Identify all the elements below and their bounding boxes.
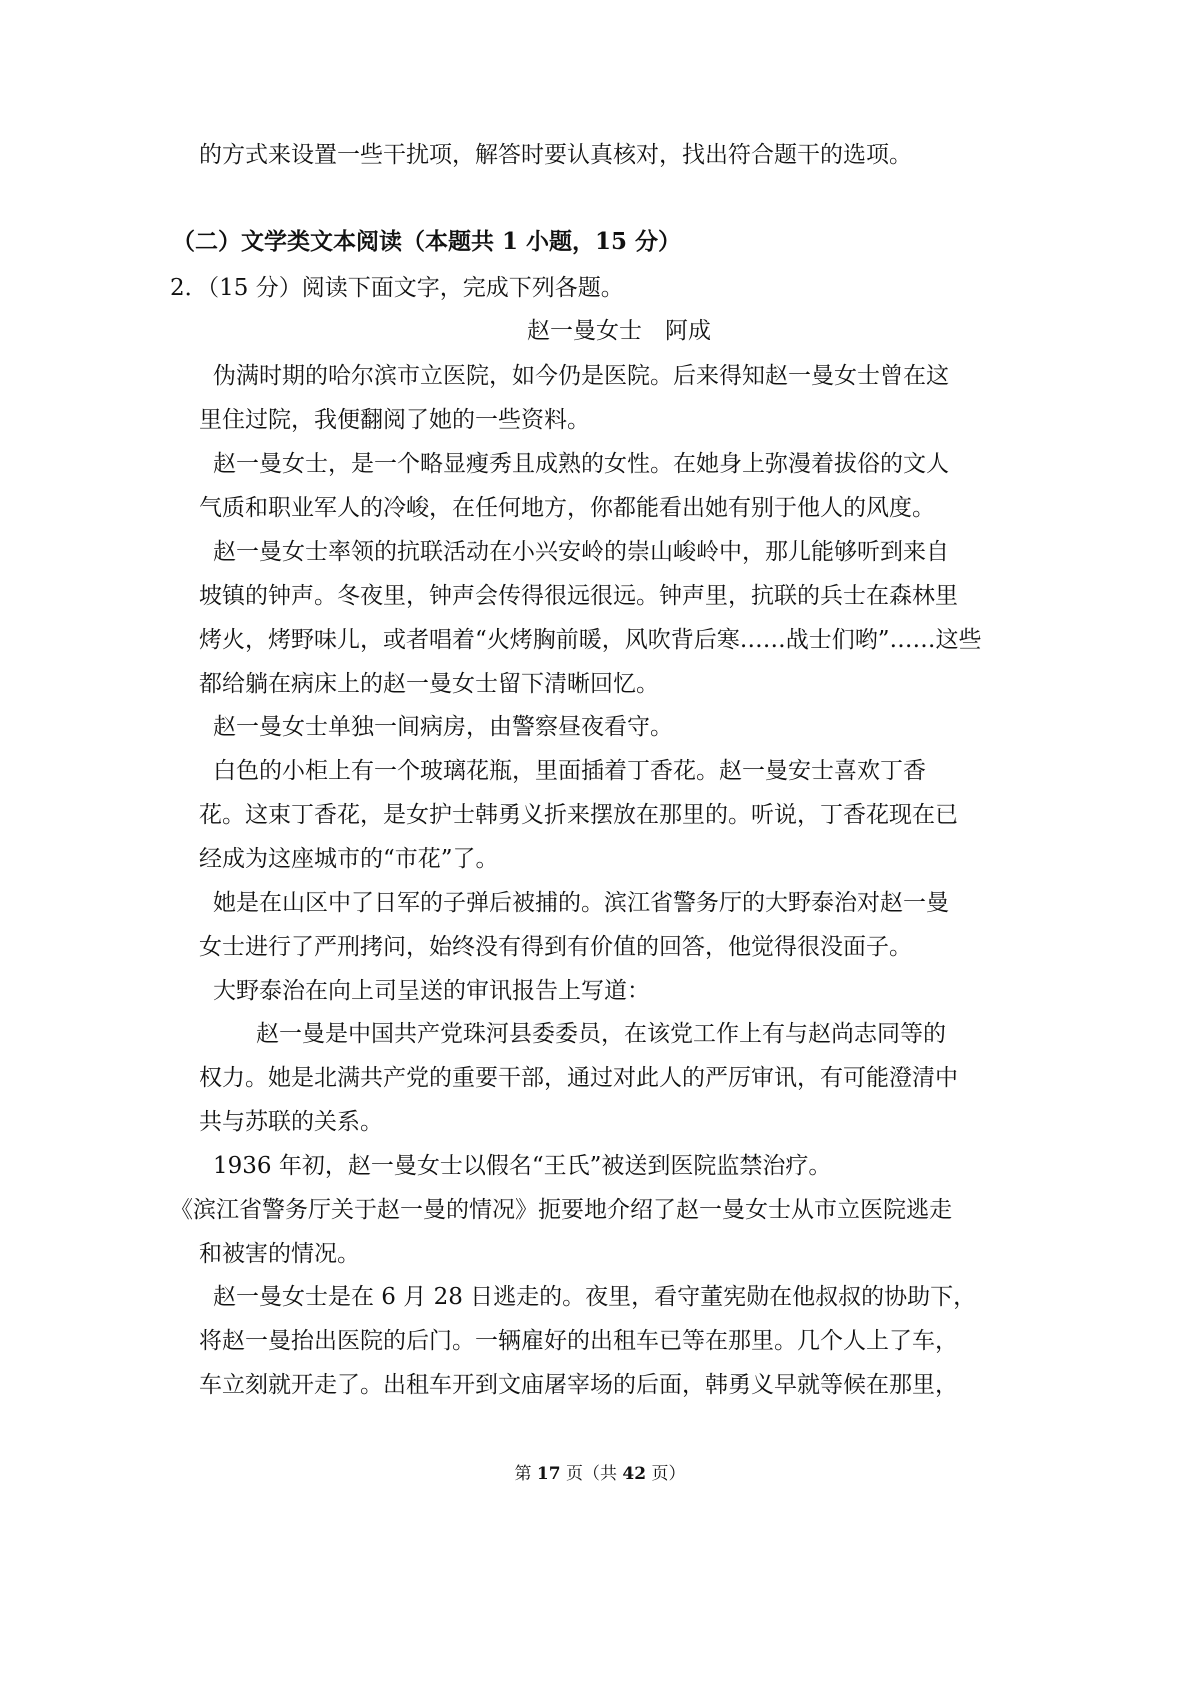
text-line: 赵一曼女士单独一间病房，由警察昼夜看守。 — [213, 714, 673, 740]
text-line: 的方式来设置一些干扰项，解答时要认真核对，找出符合题干的选项。 — [199, 142, 912, 168]
text-line: 气质和职业军人的冷峻，在任何地方，你都能看出她有别于他人的风度。 — [199, 495, 935, 521]
text-line: 赵一曼女士，是一个略显瘦秀且成熟的女性。在她身上弥漫着拔俗的文人 — [213, 451, 949, 477]
text-line: 经成为这座城市的“市花”了。 — [199, 846, 499, 872]
footer-total-pages: 42 — [622, 1464, 647, 1484]
text-line: 白色的小柜上有一个玻璃花瓶，里面插着丁香花。赵一曼安士喜欢丁香 — [213, 758, 926, 784]
footer-prefix: 第 — [514, 1464, 532, 1484]
text-line: 她是在山区中了日军的子弹后被捕的。滨江省警务厅的大野泰治对赵一曼 — [213, 890, 949, 916]
text-line: 都给躺在病床上的赵一曼女士留下清晰回忆。 — [199, 671, 659, 697]
text-line: 车立刻就开走了。出租车开到文庙屠宰场的后面，韩勇义早就等候在那里， — [199, 1372, 958, 1398]
text-line: 赵一曼女士率领的抗联活动在小兴安岭的崇山峻岭中，那儿能够听到来自 — [213, 539, 949, 565]
text-line: 花。这束丁香花，是女护士韩勇义折来摆放在那里的。听说，丁香花现在已 — [199, 802, 958, 828]
footer-middle: 页（共 — [566, 1464, 617, 1484]
text-line: 里住过院，我便翻阅了她的一些资料。 — [199, 407, 590, 433]
text-line: 大野泰治在向上司呈送的审讯报告上写道： — [213, 978, 650, 1004]
text-line: 1936 年初，赵一曼女士以假名“王氏”被送到医院监禁治疗。 — [213, 1153, 832, 1179]
footer-suffix: 页） — [651, 1464, 686, 1484]
footer-page-number: 17 — [536, 1464, 561, 1484]
section-heading: （二）文学类文本阅读（本题共 1 小题，15 分） — [172, 228, 682, 255]
text-line: 坡镇的钟声。冬夜里，钟声会传得很远很远。钟声里，抗联的兵士在森林里 — [199, 583, 958, 609]
quoted-report-line: 权力。她是北满共产党的重要干部，通过对此人的严厉审讯，有可能澄清中 — [199, 1065, 958, 1091]
text-line: 伪满时期的哈尔滨市立医院，如今仍是医院。后来得知赵一曼女士曾在这 — [213, 363, 949, 389]
page-footer — [0, 1463, 1200, 1485]
question-stem: 2．（15 分）阅读下面文字，完成下列各题。 — [170, 275, 624, 301]
text-line: 《滨江省警务厅关于赵一曼的情况》扼要地介绍了赵一曼女士从市立医院逃走 — [170, 1197, 952, 1223]
text-line: 烤火，烤野味儿，或者唱着“火烤胸前暖，风吹背后寒……战士们哟”……这些 — [199, 627, 982, 653]
text-line: 赵一曼女士是在 6 月 28 日逃走的。夜里，看守董宪勋在他叔叔的协助下， — [213, 1284, 977, 1310]
quoted-report-line: 共与苏联的关系。 — [199, 1109, 383, 1135]
article-title: 赵一曼女士 阿成 — [527, 318, 711, 344]
text-line: 将赵一曼抬出医院的后门。一辆雇好的出租车已等在那里。几个人上了车， — [199, 1328, 958, 1354]
text-line: 和被害的情况。 — [199, 1241, 360, 1267]
quoted-report-line: 赵一曼是中国共产党珠河县委委员，在该党工作上有与赵尚志同等的 — [256, 1021, 946, 1047]
text-line: 女士进行了严刑拷问，始终没有得到有价值的回答，他觉得很没面子。 — [199, 934, 912, 960]
